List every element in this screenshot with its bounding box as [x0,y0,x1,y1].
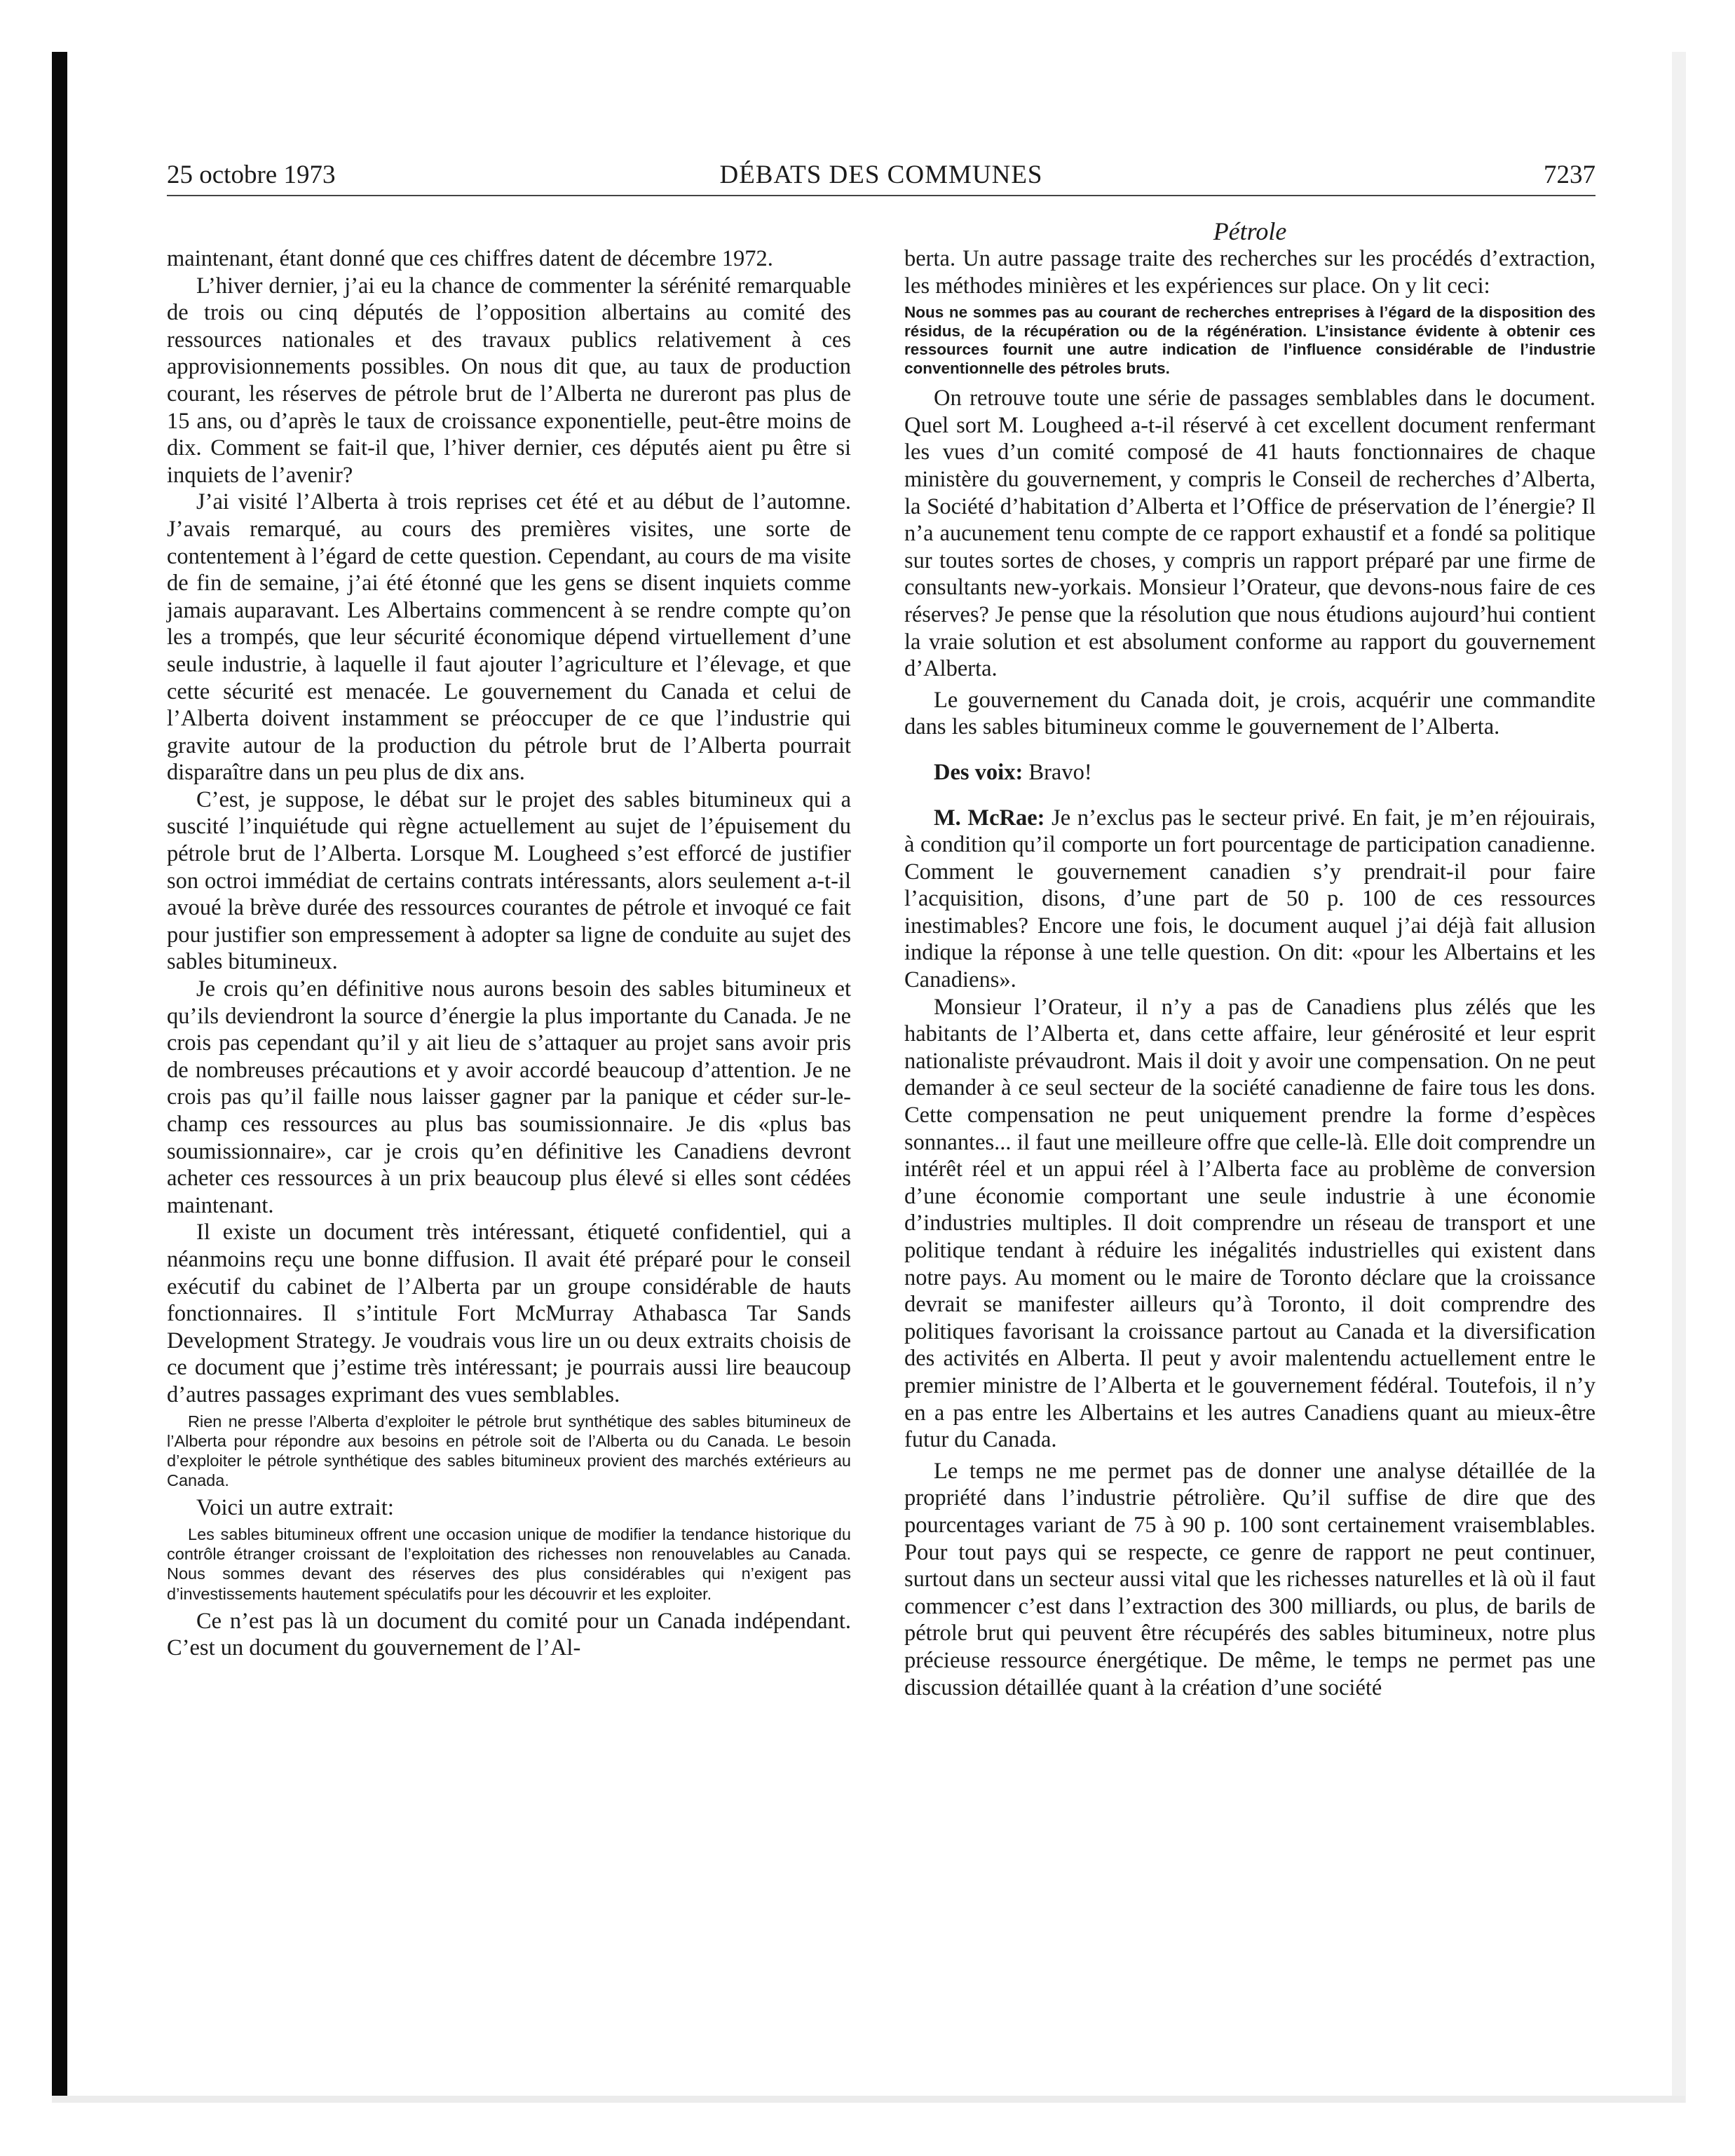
paragraph: On retrouve toute une série de passages semblables dans le document. Quel sort M. Lougheed a-t-il réservé à cet excellent document renfermant les vues d’un comité composé de 41 hauts fonctionnaires de chaque ministère du gouvernement, y compris le Conseil de recherches d’Alberta, la Société d’habitation d’Alberta et l’Office de préservation de l’énergie? Il n’a aucunement tenu compte de ce rapport exhaustif et a fondé sa politique sur toutes sortes de choses, y compris un rapport préparé par une firme de consultants new-yorkais. Monsieur l’Orateur, que devons-nous faire de ces réserves? Je pense que la résolution que nous étudions aujourd’hui contient la vraie solution et est absolument conforme au rapport du gouvernement d’Alberta. [904,386,1595,682]
paragraph: Il existe un document très intéressant, étiqueté confidentiel, qui a néanmoins reçu une bonne diffusion. Il avait été préparé pour le conseil exécutif du cabinet de l’Alberta par un groupe considérable de hauts fonctionnaires. Il s’intitule Fort McMurray Athabasca Tar Sands Development Strategy. Je voudrais vous lire un ou deux extraits choisis de ce document que j’estime très intéressant; je pourrais aussi lire beaucoup d’autres passages exprimant des vues semblables. [167,1220,851,1407]
right-column [904,245,1595,1701]
paragraph: L’hiver dernier, j’ai eu la chance de commenter la sérénité remarquable de trois ou cinq députés de l’opposition albertains au comité des ressources nationales et des travaux publics relativement à ces approvisionnements possibles. On nous dit que, au taux de production courant, les réserves de pétrole brut de l’Alberta ne dureront pas plus de 15 ans, ou d’après le taux de croissance exponentielle, peut-être moins de dix. Comment se fait-il que, l’hiver dernier, ces députés aient pu être si inquiets de l’avenir? [167,273,851,488]
speech-text: Je n’exclus pas le secteur privé. En fait, je m’en réjouirais, à condition qu’il comporte un fort pourcentage de participation canadienne. Comment le gouvernement canadien s’y prendrait-il pour faire l’acquisition, disons, d’une part de 50 p. 100 de ces ressources inestimables? Encore une fois, le document auquel j’ai déjà fait allusion indique la réponse à une telle question. On dit: «pour les Albertains et les Canadiens». [904,805,1595,993]
interjection-text: Bravo! [1023,759,1092,785]
spacer [904,741,1595,759]
paragraph: Le gouvernement du Canada doit, je crois, acquérir une commandite dans les sables bitumineux comme le gouvernement de l’Alberta. [904,687,1595,740]
paragraph: berta. Un autre passage traite des recherches sur les procédés d’extraction, les méthodes minières et les expériences sur place. On y lit ceci: [904,246,1595,299]
scan-edge-bottom [52,2096,1685,2103]
spacer [904,786,1595,805]
paragraph: Monsieur l’Orateur, il n’y a pas de Canadiens plus zélés que les habitants de l’Alberta et, dans cette affaire, leur générosité et leur esprit nationaliste prévaudront. Mais il doit y avoir une compensation. On ne peut demander à ce seul secteur de la société canadienne de faire tous les dons. Cette compensation ne peut uniquement prendre la forme d’espèces sonnantes... il faut une meilleure offre que celle-là. Elle doit comprendre un intérêt réel et un appui réel à l’Alberta face au problème de conversion d’une économie comportant une seule industrie à une économie d’industries multiples. Il doit comprendre un réseau de transport et une politique tendant à réduire les inégalités industrielles qui existent dans notre pays. Au moment ou le maire de Toronto déclare que la croissance devrait se manifester ailleurs qu’à Toronto, il doit comprendre des politiques favorisant la croissance partout au Canada et la diversification des activités en Alberta. Il peut y avoir malentendu actuellement entre le premier ministre de l’Alberta et le gouvernement fédéral. Toutefois, il n’y en a pas entre les Albertains et les autres Canadiens quant au mieux-être futur du Canada. [904,994,1595,1453]
block-quote: Rien ne presse l’Alberta d’exploiter le pétrole brut synthétique des sables bitumineux de l’Alberta pour répondre aux besoins en pétrole soit de l’Alberta ou du Canada. Le besoin d’exploiter le pétrole synthétique des sables bitumineux provient des marchés extérieurs au Canada. [167,1412,851,1490]
scan-edge-left [52,52,67,2103]
topic-heading: Pétrole [1213,217,1287,245]
block-quote: Nous ne sommes pas au courant de recherches entreprises à l’égard de la disposition des résidus, de la récupération ou de la régénération. L’insistance évidente à obtenir ces ressources fournit une autre indication de l’influence considérable de l’industrie conventionnelle des pétroles bruts. [904,303,1595,377]
paragraph: maintenant, étant donné que ces chiffres datent de décembre 1972. [167,246,773,271]
header-page-number: 7237 [1544,161,1595,189]
left-column [167,245,851,1662]
paragraph: Ce n’est pas là un document du comité pour un Canada indépendant. C’est un document du gouvernement de l’Al- [167,1608,851,1661]
paragraph: J’ai visité l’Alberta à trois reprises cet été et au début de l’automne. J’avais remarqué, au cours des premières visites, une sorte de contentement à l’égard de cette question. Cependant, au cours de ma visite de fin de semaine, j’ai été étonné que les gens se disent inquiets comme jamais auparavant. Les Albertains commencent à se rendre compte qu’on les a trompés, que leur sécurité économique dépend virtuellement d’une seule industrie, à laquelle il faut ajouter l’agriculture et l’élevage, et que cette sécurité est menacée. Le gouvernement du Canada et celui de l’Alberta doivent instamment se préoccuper de ce que l’industrie qui gravite autour de la production du pétrole brut de l’Alberta pourrait disparaître dans un peu plus de dix ans. [167,489,851,786]
speaker-label: M. McRae: [934,805,1045,831]
paragraph: Le temps ne me permet pas de donner une analyse détaillée de la propriété dans l’industrie pétrolière. Qu’il suffise de dire que des pourcentages variant de 75 à 90 p. 100 sont certainement vraisemblables. Pour tout pays qui se respecte, ce genre de rapport ne peut continuer, surtout dans un secteur aussi vital que les richesses naturelles et là où il faut commencer c’est dans l’extraction des 300 milliards, ou plus, de barils de pétrole brut qui peuvent être récupérés des sables bitumineux, notre plus précieuse ressource énergétique. De même, le temps ne permet pas une discussion détaillée quant à la création d’une société [904,1458,1595,1700]
header-rule [167,195,1595,196]
header-date: 25 octobre 1973 [167,161,336,189]
speech [904,805,1595,994]
scan-edge-right [1672,52,1686,2103]
paragraph: C’est, je suppose, le débat sur le projet des sables bitumineux qui a suscité l’inquiétude qui règne actuellement au sujet de l’épuisement du pétrole brut de l’Alberta. Lorsque M. Lougheed s’est efforcé de justifier son octroi immédiat de certains contrats intéressants, alors seulement a-t-il avoué la brève durée des ressources courantes de pétrole et invoqué ce fait pour justifier son empressement à adopter sa ligne de conduite au sujet des sables bitumineux. [167,786,851,975]
running-header [167,160,1595,195]
interjection [904,759,1595,786]
paragraph: Voici un autre extrait: [196,1495,394,1521]
block-quote: Les sables bitumineux offrent une occasion unique de modifier la tendance historique du contrôle étranger croissant de l’exploitation des richesses non renouvelables au Canada. Nous sommes devant des réserves des plus considérables qui n’exigent pas d’investissements hautement spéculatifs pour les découvrir et les exploiter. [167,1524,851,1603]
paragraph: Je crois qu’en définitive nous aurons besoin des sables bitumineux et qu’ils deviendront la source d’énergie la plus importante du Canada. Je ne crois pas cependant qu’il y ait lieu de s’attaquer au projet sans avoir pris de nombreuses précautions et y avoir accordé beaucoup d’attention. Je ne crois pas qu’il faille nous laisser gagner par la panique et céder sur-le-champ ces ressources au plus bas soumissionnaire. Je dis «plus bas soumissionnaire», car je crois qu’en définitive les Canadiens devront acheter ces ressources à un prix beaucoup plus élevé si elles sont cédées maintenant. [167,976,851,1218]
speaker-label: Des voix: [934,759,1023,785]
header-journal-title: DÉBATS DES COMMUNES [719,161,1043,189]
